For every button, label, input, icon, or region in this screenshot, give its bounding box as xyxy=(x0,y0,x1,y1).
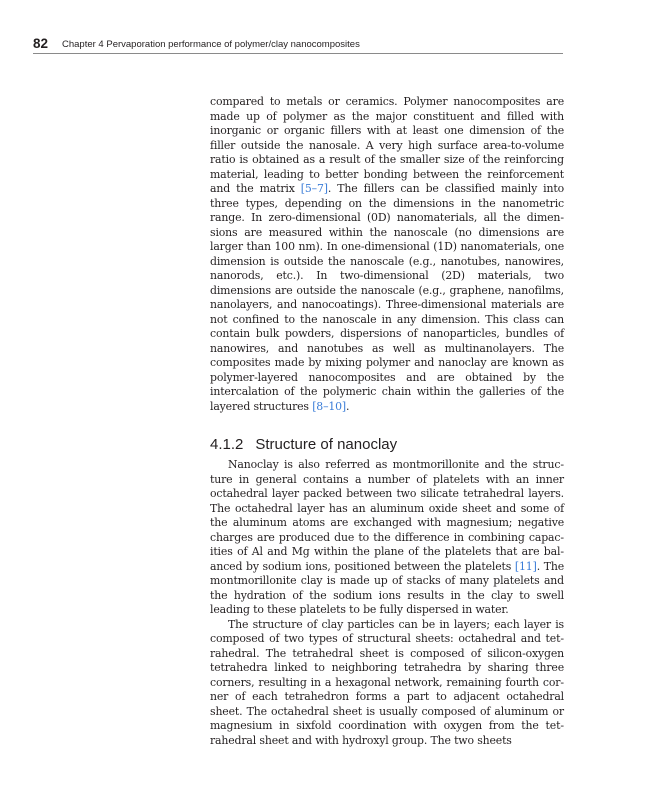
page-number: 82 xyxy=(33,36,49,51)
page-header xyxy=(33,36,563,54)
citation-link[interactable]: [8–10] xyxy=(312,399,347,413)
section-heading xyxy=(210,436,564,454)
citation-link[interactable]: [11] xyxy=(514,559,537,573)
paragraph-1 xyxy=(210,95,564,414)
paragraph-2-text-a: Nanoclay is also referred as montmorillonite and the structure in general contains a number of platelets with an inner octahedral layer packed between two silicate tetrahedral layers. The octahedral layer has an aluminum oxide sheet and some of the aluminum atoms are exchanged with magnesium; negative charges are produced due to the difference in combining capacities of Al and Mg within the plane of the platelets that are balanced by sodium ions, positioned between the platelets xyxy=(210,458,564,573)
header-rule xyxy=(33,53,563,54)
running-head: Chapter 4 Pervaporation performance of polymer/clay nanocomposites xyxy=(62,39,360,50)
paragraph-1-text-a: compared to metals or ceramics. Polymer nanocomposites are made up of polymer as the major constituent and filled with inorganic or organic fillers with at least one dimension of the filler outside the nanosale. A very high surface area-to-volume ratio is obtained as a result of the smaller size of the reinforcing material, leading to better bonding between the reinforcement and the matrix xyxy=(210,95,564,195)
paragraph-1-text-c: . xyxy=(346,399,350,413)
paragraph-1-text-b: . The fillers can be classified mainly into three types, depending on the dimensions in the nanometric range. In zero-dimensional (0D) nanomaterials, all the dimensions are measured within the nanoscale (no dimensions are larger than 100 nm). In one-dimensional (1D) nanomaterials, one dimension is outside the nanoscale (e.g., nanotubes, nanowires, nanorods, etc.). In two-dimensional (2D) materials, two dimensions are outside the nanoscale (e.g., graphene, nanofilms, nanolayers, and nanocoatings). Three-dimensional materials are not confined to the nanoscale in any dimension. This class can contain bulk powders, dispersions of nanoparticles, bundles of nanowires, and nanotubes as well as multinanolayers. The composites made by mixing polymer and nanoclay are known as polymer-layered nanocomposites and are obtained by the intercalation of the polymeric chain within the galleries of the layered structures xyxy=(210,182,565,413)
paragraph-2 xyxy=(210,458,564,618)
paragraph-3: The structure of clay particles can be in layers; each layer is composed of two types of structural sheets: octahedral and tetrahedral. The tetrahedral sheet is composed of silicon-oxygen tetrahedra linked to neighboring tetrahedra by sharing three corners, resulting in a hexagonal network, remaining fourth corner of each tetrahedron forms a part to adjacent octahedral sheet. The octahedral sheet is usually composed of aluminum or magnesium in sixfold coordination with oxygen from the tetrahedral sheet and with hydroxyl group. The two sheets xyxy=(210,617,564,747)
section-number: 4.1.2 xyxy=(210,436,244,453)
citation-link[interactable]: [5–7] xyxy=(300,182,328,195)
body-text xyxy=(210,95,564,748)
paragraph-2-text-b: . The montmorillonite clay is made up of stacks of many platelets and the hydration of the sodium ions results in the clay to swell leading to these platelets to be fully dispersed in water. xyxy=(210,559,564,616)
section-title: Structure of nanoclay xyxy=(255,436,398,453)
